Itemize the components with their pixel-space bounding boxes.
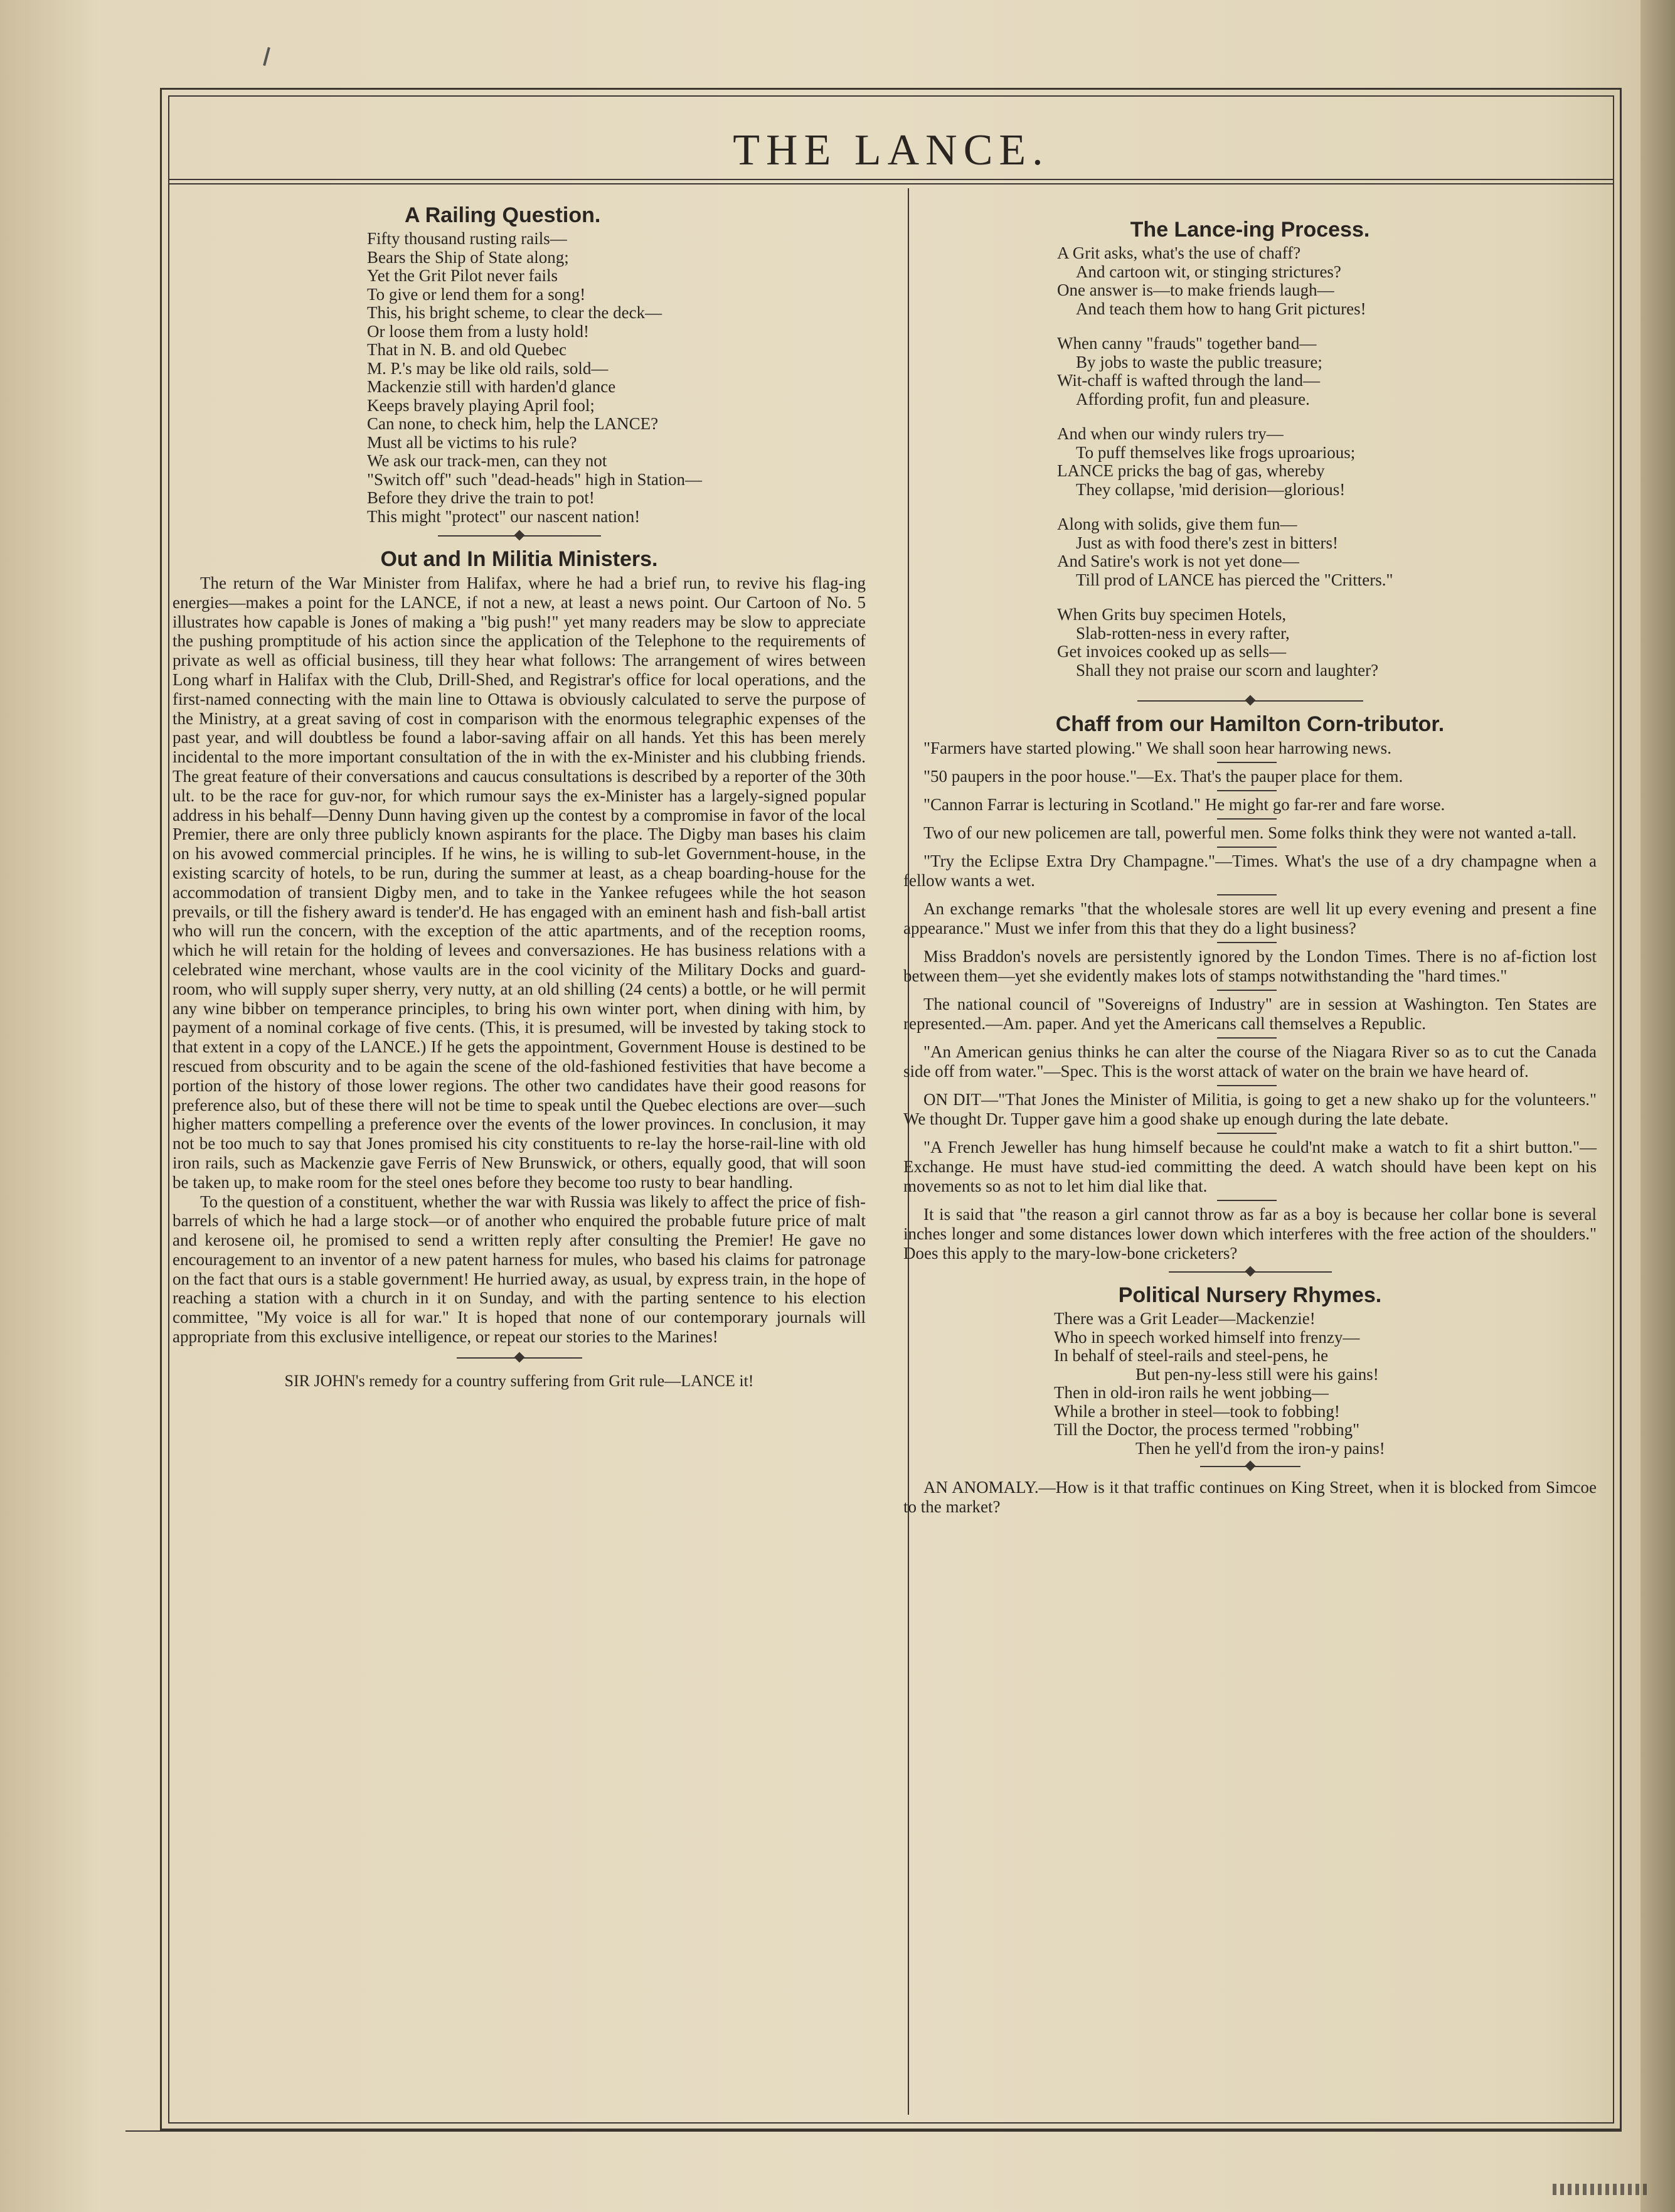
chaff-item xyxy=(903,1205,1597,1263)
short-divider xyxy=(1217,818,1277,820)
diamond-icon xyxy=(514,1352,524,1362)
poem-line: One answer is—to make friends laugh— xyxy=(1057,281,1334,299)
masthead-rule-bottom xyxy=(168,183,1614,184)
chaff-item xyxy=(903,995,1597,1034)
poem-line: There was a Grit Leader—Mackenzie! xyxy=(1054,1309,1316,1328)
militia-paragraph: The return of the War Minister from Halifax, where he had a brief run, to revive his flag-ing energies—makes a point for the LANCE, if not a new, at least a news point. Our Cartoon of No. 5 illustrates how capable is Jones of making a "big push!" yet many readers may be slow to appreciate the pushing promptitude of his action since the application of the Telephone to the requirements of private as well as official business, till they hear what follows: The arrangement of wires between Long wharf in Halifax with the Club, Drill-Shed, and Registrar's office for local operations, and the first-named connecting with the main line to Ottawa is obviously calculated to serve the purpose of the Ministry, at a great saving of cost in comparison with the enormous telegraphic expenses of the past year, and will doubtless be found a labor-saving affair on all hands. Yet this has been merely incidental to the more important consultation of the in with the ex-Minister and his clubbing friends. The great feature of their conversations and caucus consultations is described by a reporter of the 30th ult. to be the race for guv-nor, for which rumour says the ex-Minister has a largely-signed popular address in his behalf—Denny Dunn having given up the contest by a compromise in favor of the local Premier, there are only three publicly known aspirants for the place. The Digby man bases his claim on his avowed commercial principles. If he wins, he is willing to sub-let Government-house, in the existing scarcity of hotels, to be run, during the summer at least, as a cheap boarding-house for the accommodation of transient Digby men, and to take in the Yankee refugees while the hot season prevails, or till the fishery award is tender'd. He has engaged with an eminent hash and fish-ball artist who will run the concern, with the exception of the attic apartments, and of the reception rooms, which he will retain for the holding of levees and conversaziones. He has business relations with a celebrated wine merchant, whose vaults are in the cool vicinity of the Military Docks and guard-room, who will supply super sherry, very nutty, at an old shilling (24 cents) a bottle, or he will permit any wine bibber on temperance principles, to bring his own winter port, when dining with him, by payment of a nominal corkage of five cents. (This, it is presumed, will be invested by taking stock to that extent in a copy of the LANCE.) If he gets the appointment, Government House is destined to be rescued from obscurity and to be again the scene of the old-fashioned festivities that have become a portion of the history of those lower regions. The other two candidates have their good reasons for preference also, but of these there will not be time to speak until the Quebec elections are over—such higher matters compelling a preference over the events of the lower provinces. In conclusion, it may not be too much to say that Jones promised his city constituents to re-lay the horse-rail-line with old iron rails, such as Mackenzie gave Ferris of New Brunswick, or others, equally good, that will soon be taken up, to make room for the steel ones before they become too rusty to bear handling. xyxy=(173,574,866,1192)
poem-line: Slab-rotten-ness in every rafter, xyxy=(1076,623,1290,643)
poem-line: Can none, to check him, help the LANCE? xyxy=(367,414,659,433)
poem-line: Who in speech worked himself into frenzy— xyxy=(1054,1327,1360,1347)
poem-line: But pen-ny-less still were his gains! xyxy=(1135,1364,1379,1384)
chaff-item xyxy=(903,947,1597,986)
lance-ing-process xyxy=(903,215,1597,680)
chaff-item-text: ON DIT—"That Jones the Minister of Militia, is going to get a new shako up for the volunteers." We thought Dr. Tupper gave him a good shake up enough during the late debate. xyxy=(903,1090,1597,1128)
masthead-title: THE LANCE. xyxy=(733,126,1050,174)
poem-line: Bears the Ship of State along; xyxy=(367,247,569,267)
chaff-item xyxy=(903,899,1597,938)
short-divider xyxy=(1217,894,1277,895)
sir-john-footer: SIR JOHN's remedy for a country suffering from Grit rule—LANCE it! xyxy=(284,1371,754,1390)
poem-line: A Grit asks, what's the use of chaff? xyxy=(1057,243,1301,262)
lance-ing-title: The Lance-ing Process. xyxy=(1130,218,1370,242)
poem-line: Till prod of LANCE has pierced the "Critters." xyxy=(1076,570,1393,589)
poem-line: In behalf of steel-rails and steel-pens, he xyxy=(1054,1346,1329,1365)
short-divider xyxy=(1217,790,1277,791)
poem-line: Along with solids, give them fun— xyxy=(1057,515,1297,533)
short-divider xyxy=(1217,847,1277,848)
diamond-icon xyxy=(1245,1461,1255,1472)
nursery-rhymes-title: Political Nursery Rhymes. xyxy=(1118,1283,1382,1307)
chaff-item-text: "Cannon Farrar is lecturing in Scotland." He might go far-rer and fare worse. xyxy=(923,795,1445,814)
nursery-rhymes-poem xyxy=(903,1310,1597,1458)
chaff-item-text: An exchange remarks "that the wholesale stores are well lit up every evening and present a fine appearance." Must we infer from this that they do a light business? xyxy=(903,899,1597,938)
poem-line: "Switch off" such "dead-heads" high in Station— xyxy=(367,469,703,489)
poem-line: Till the Doctor, the process termed "robbing" xyxy=(1054,1420,1360,1439)
divider-ornament xyxy=(457,1353,582,1363)
poem-line: And cartoon wit, or stinging strictures? xyxy=(1076,262,1341,281)
poem-stanza xyxy=(1057,244,1597,318)
chaff-item-text: Miss Braddon's novels are persistently ignored by the London Times. There is no af-fiction lost between them—yet she evidently makes lots of stamps notwithstanding the "hard times." xyxy=(903,947,1597,985)
left-column xyxy=(173,191,866,1391)
poem-line: Get invoices cooked up as sells— xyxy=(1057,642,1287,661)
poem-line: That in N. B. and old Quebec xyxy=(367,340,566,359)
chaff-item xyxy=(903,739,1597,758)
poem-line: Shall they not praise our scorn and laughter? xyxy=(1076,660,1379,680)
poem-stanza xyxy=(1057,606,1597,680)
lance-ing-poem xyxy=(903,244,1597,680)
poem-stanza xyxy=(1057,515,1597,589)
short-divider xyxy=(1217,942,1277,943)
railing-question-title: A Railing Question. xyxy=(405,203,601,227)
poem-line: Just as with food there's zest in bitters! xyxy=(1076,533,1339,552)
poem-line: Wit-chaff is wafted through the land— xyxy=(1057,371,1321,390)
poem-stanza xyxy=(1057,334,1597,409)
divider-ornament xyxy=(438,531,601,541)
poem-line: This, his bright scheme, to clear the deck— xyxy=(367,303,662,322)
divider-ornament xyxy=(1200,1461,1300,1472)
right-column xyxy=(903,191,1597,1517)
bottom-rule xyxy=(125,2130,1622,2132)
poem-line: This might "protect" our nascent nation! xyxy=(367,506,641,526)
poem-line: Affording profit, fun and pleasure. xyxy=(1076,389,1310,409)
binding-edge xyxy=(1640,0,1675,2212)
poem-line: By jobs to waste the public treasure; xyxy=(1076,352,1322,371)
chaff-item xyxy=(903,1138,1597,1196)
chaff-item-text: "Try the Eclipse Extra Dry Champagne."—Times. What's the use of a dry champagne when a fellow wants a wet. xyxy=(903,852,1597,890)
short-divider xyxy=(1217,990,1277,991)
short-divider xyxy=(1217,1200,1277,1201)
poem-line: Then in old-iron rails he went jobbing— xyxy=(1054,1383,1329,1402)
chaff-item xyxy=(903,1090,1597,1129)
poem-line: Or loose them from a lusty hold! xyxy=(367,321,589,341)
poem-line: When canny "frauds" together band— xyxy=(1057,334,1317,353)
poem-line: Fifty thousand rusting rails— xyxy=(367,229,567,248)
chaff-item xyxy=(903,823,1597,843)
divider-ornament xyxy=(1137,696,1363,706)
poem-line: To give or lend them for a song! xyxy=(367,284,586,304)
nursery-rhymes xyxy=(903,1281,1597,1458)
chaff-item-text: "Farmers have started plowing." We shall soon hear harrowing news. xyxy=(923,739,1391,757)
short-divider xyxy=(1217,762,1277,763)
poem-line: And teach them how to hang Grit pictures! xyxy=(1076,299,1366,318)
poem-line: Mackenzie still with harden'd glance xyxy=(367,377,616,396)
chaff-item-text: It is said that "the reason a girl cannot throw as far as a boy is because her collar bone is several inches longer and some distances lower down which interferes with the free action of the shoulders." Does this apply to the mary-low-bone cricketers? xyxy=(903,1205,1597,1263)
poem-line: Must all be victims to his rule? xyxy=(367,432,577,452)
railing-question xyxy=(173,201,866,526)
poem-line: And when our windy rulers try— xyxy=(1057,424,1284,443)
diamond-icon xyxy=(514,530,524,541)
poem-stanza xyxy=(1057,425,1597,499)
diamond-icon xyxy=(1245,695,1255,706)
poem-line: Yet the Grit Pilot never fails xyxy=(367,266,558,285)
chaff-items xyxy=(903,739,1597,1263)
railing-question-poem xyxy=(367,230,866,526)
poem-line: M. P.'s may be like old rails, sold— xyxy=(367,358,609,378)
short-divider xyxy=(1217,1085,1277,1086)
masthead-rule-top xyxy=(168,179,1614,180)
chaff-item-text: "An American genius thinks he can alter the course of the Niagara River so as to cut the Canada side off from water."—Spec. This is the worst attack of water on the brain we have heard of. xyxy=(903,1042,1597,1081)
poem-line: We ask our track-men, can they not xyxy=(367,451,607,470)
chaff-item-text: Two of our new policemen are tall, powerful men. Some folks think they were not wanted a-tall. xyxy=(923,823,1577,842)
poem-line: While a brother in steel—took to fobbing! xyxy=(1054,1401,1340,1421)
torn-edge xyxy=(1553,2184,1647,2195)
poem-line: Keeps bravely playing April fool; xyxy=(367,395,595,415)
chaff-item xyxy=(903,767,1597,786)
poem-line: And Satire's work is not yet done— xyxy=(1057,552,1299,570)
chaff-item-text: "A French Jeweller has hung himself because he could'nt make a watch to fit a shirt button."—Exchange. He must have stud-ied committing the deed. A watch should have been kept on his movements so as not to let him dial like that. xyxy=(903,1138,1597,1195)
chaff-item xyxy=(903,795,1597,815)
militia-article-body xyxy=(173,574,866,1347)
poem-line: They collapse, 'mid derision—glorious! xyxy=(1076,479,1346,499)
militia-paragraph: To the question of a constituent, whether the war with Russia was likely to affect the price of fish-barrels of which he had a large stock—or of another who enquired the probable future price of malt and kerosene oil, he promised to send a written reply after consulting the Premier! He gave no encouragement to an inventor of a new patent harness for mules, who based his claims for patronage on the fact that ours is a stable government! He hurried away, as usual, by express train, in the hope of reaching a station with a church in it on Sunday, and with the parting sentence to his election committee, "My voice is all for war." It is hoped that none of our contemporary journals will appropriate from this exclusive intelligence, or repeat our stories to the Marines! xyxy=(173,1192,866,1347)
chaff-title: Chaff from our Hamilton Corn-tributor. xyxy=(1055,712,1445,736)
anomaly-note xyxy=(903,1478,1597,1517)
divider-ornament xyxy=(1169,1267,1332,1277)
chaff-item xyxy=(903,852,1597,890)
chaff-item xyxy=(903,1042,1597,1081)
militia-article-title: Out and In Militia Ministers. xyxy=(380,547,658,571)
chaff-item-text: The national council of "Sovereigns of Industry" are in session at Washington. Ten States are represented.—Am. paper. And yet the Americans call themselves a Republic. xyxy=(903,995,1597,1033)
poem-line: Before they drive the train to pot! xyxy=(367,488,595,507)
poem-line: LANCE pricks the bag of gas, whereby xyxy=(1057,461,1325,480)
diamond-icon xyxy=(1245,1266,1255,1277)
short-divider xyxy=(1217,1037,1277,1039)
poem-line: When Grits buy specimen Hotels, xyxy=(1057,605,1287,624)
anomaly-text: AN ANOMALY.—How is it that traffic continues on King Street, when it is blocked from Simcoe to the market? xyxy=(903,1478,1597,1516)
poem-line: To puff themselves like frogs uproarious; xyxy=(1076,442,1356,462)
poem-line: Then he yell'd from the iron-y pains! xyxy=(1135,1438,1385,1458)
short-divider xyxy=(1217,1133,1277,1134)
chaff-item-text: "50 paupers in the poor house."—Ex. That's the pauper place for them. xyxy=(923,767,1403,786)
